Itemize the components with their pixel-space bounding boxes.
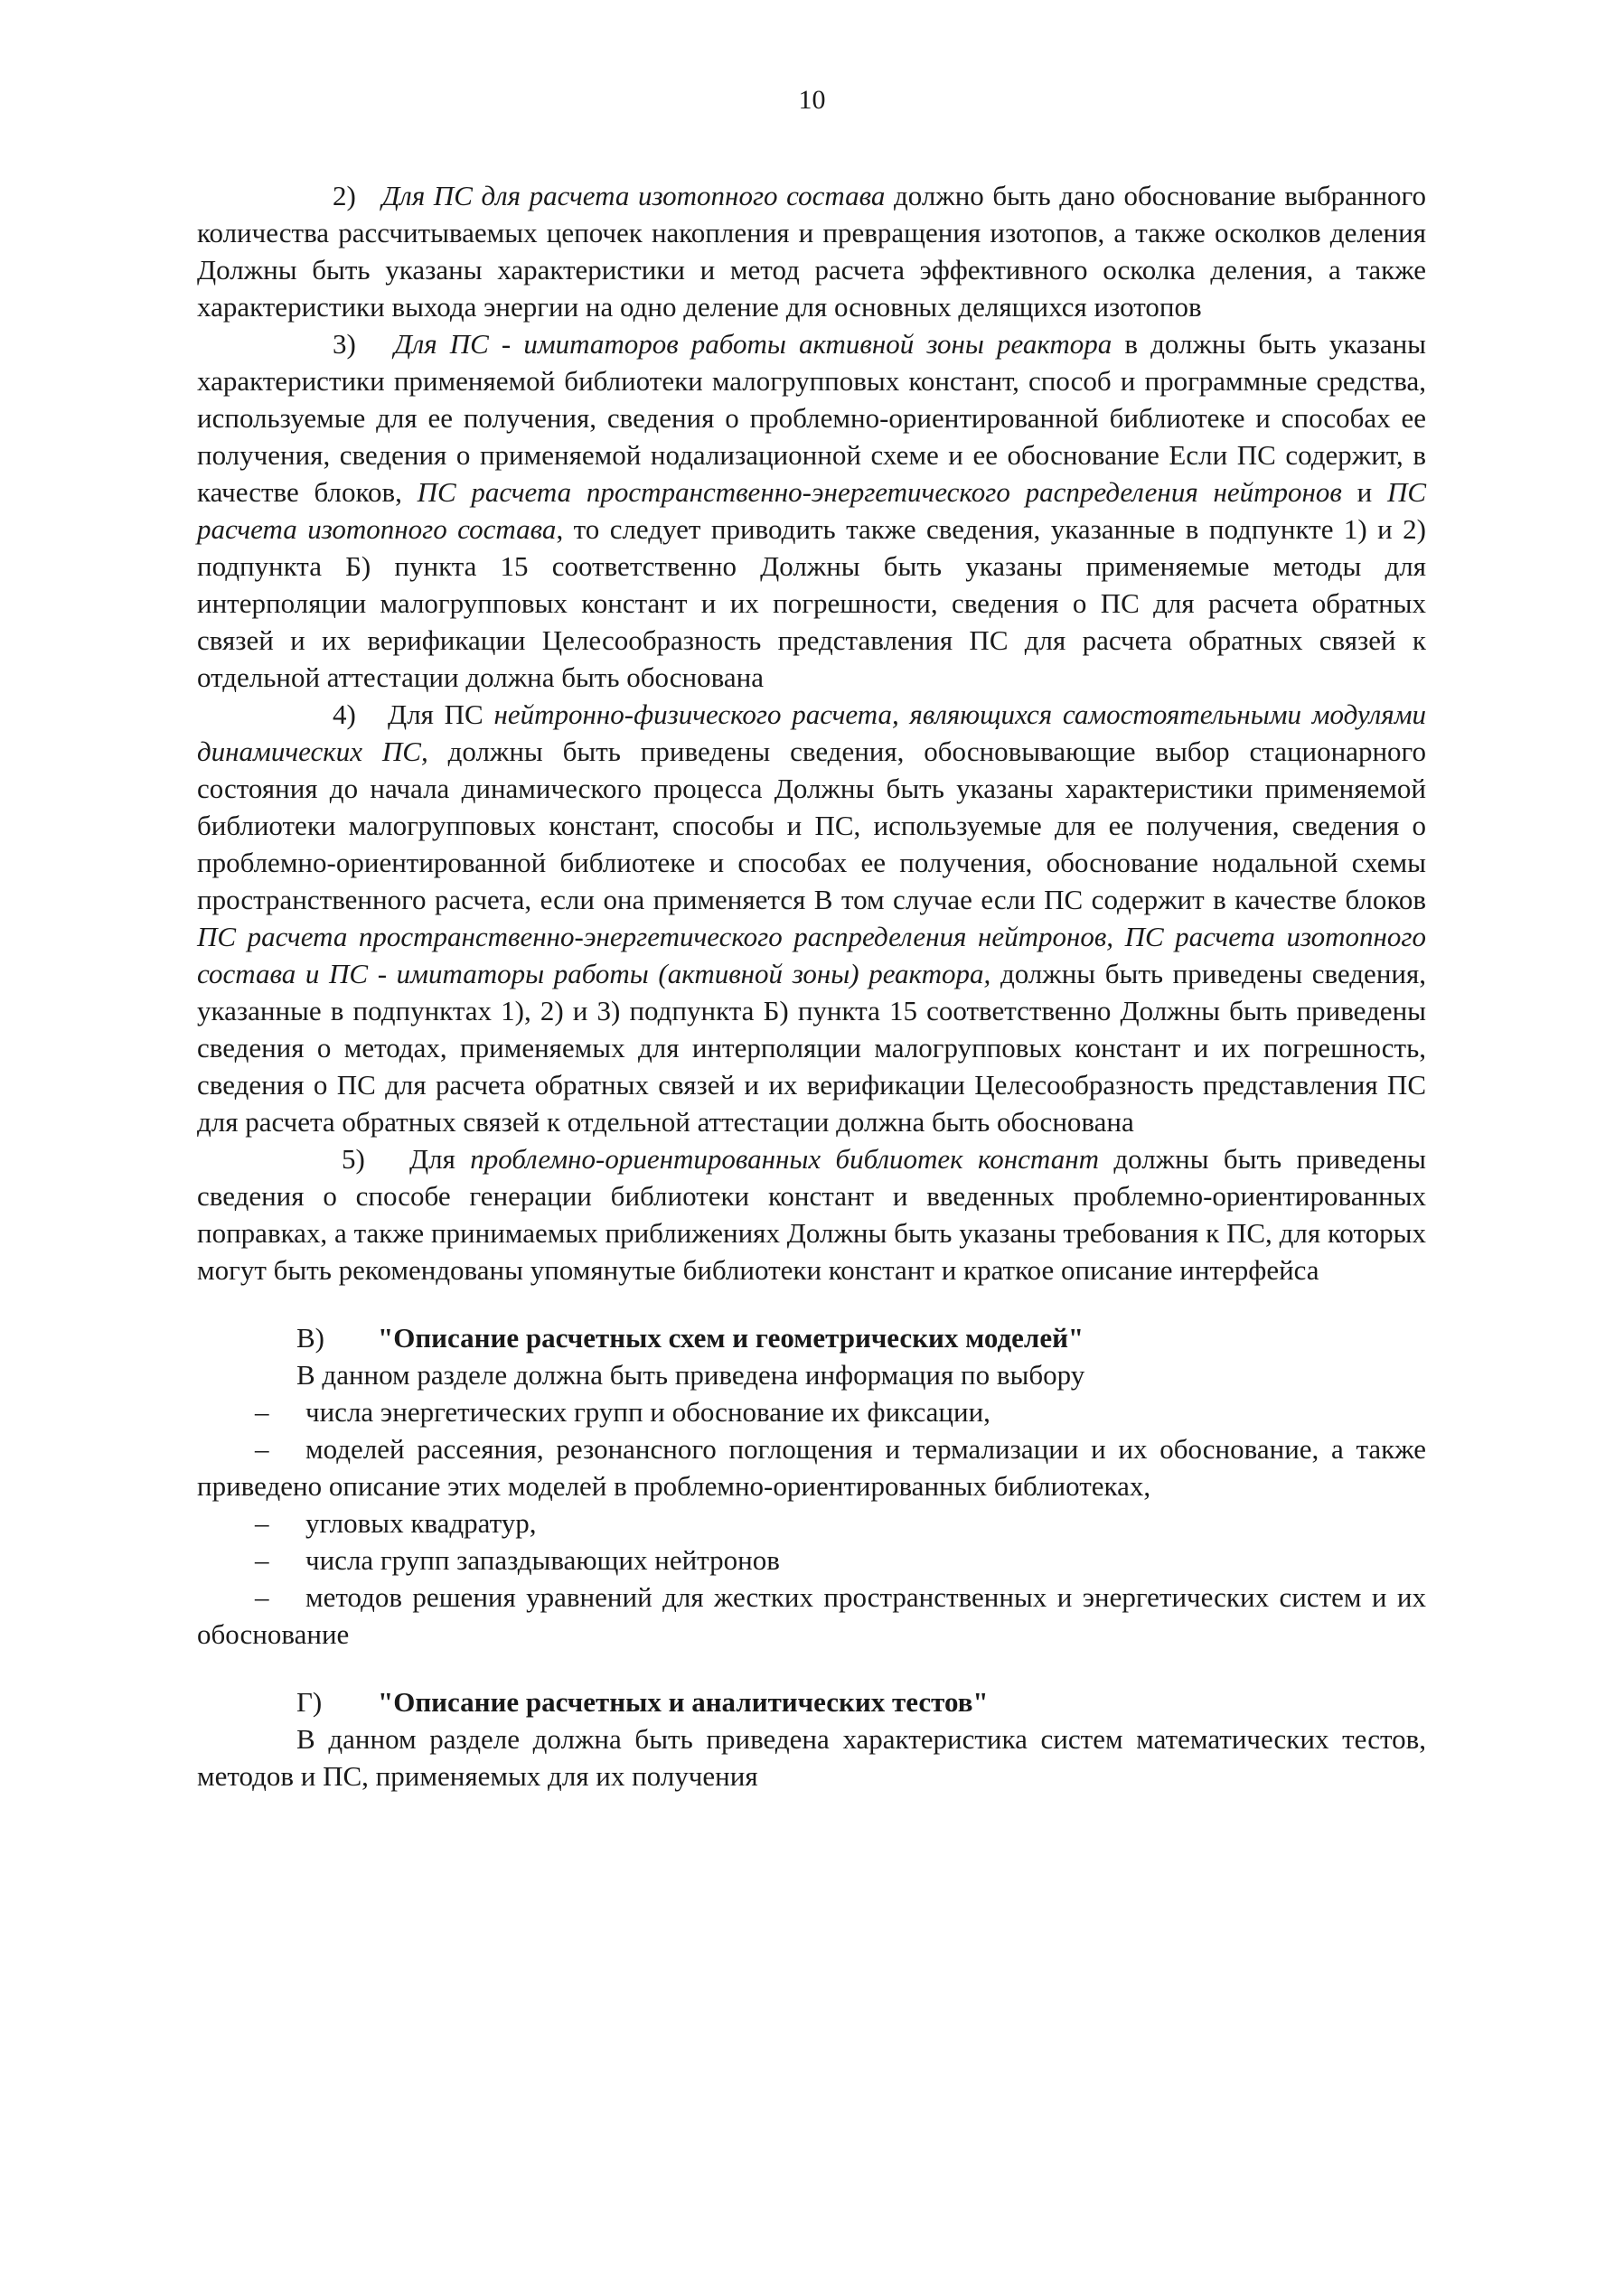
paragraph-text: Для ПС <box>388 698 483 730</box>
paragraph-3 <box>197 325 1426 696</box>
section-title: "Описание расчетных схем и геометрических моделей" <box>378 1322 1084 1354</box>
dash-marker: – <box>255 1396 269 1428</box>
list-item <box>197 1542 1426 1579</box>
list-item <box>197 1393 1426 1430</box>
item-number: 3) <box>333 328 356 360</box>
italic-phrase: ПС расчета пространственно-энергетического распределения нейтронов, ПС расчета изотопного состава и ПС - имитаторы работы (активной зоны) реактора, <box>197 921 1426 989</box>
paragraph-text: и <box>1356 476 1373 508</box>
section-letter: Г) <box>296 1686 323 1718</box>
list-item-text: числа групп запаздывающих нейтронов <box>305 1544 780 1576</box>
document-body <box>197 177 1426 1795</box>
list-item-text: угловых квадратур, <box>305 1507 537 1539</box>
section-g-text: В данном разделе должна быть приведена характеристика систем математических тестов, методов и ПС, применяемых для их получения <box>197 1723 1426 1792</box>
italic-phrase: нейтронно-физического расчета, являющихся самостоятельными модулями динамических ПС, <box>197 698 1427 767</box>
dash-marker: – <box>255 1433 269 1465</box>
paragraph-4 <box>197 696 1426 1140</box>
paragraph-text: должны быть приведены сведения, обосновывающие выбор стационарного состояния до начала динамического процесса Должны быть указаны характеристики применяемой библиотеки малогрупповых констант, способы и ПС, используемые для ее получения, сведения о проблемно-ориентированной библиотеке и способах ее получения, обоснование нодальной схемы пространственного расчета, если она применяется В том случае если ПС содержит в качестве блоков <box>197 736 1427 915</box>
paragraph-text: должно быть дано обоснование выбранного количества рассчитываемых цепочек накопления и превращения изотопов, а также осколков деления Должны быть указаны характеристики и метод расчета эффективного осколка деления, а также характеристики выхода энергии на одно деление для основных делящихся изотопов <box>197 180 1426 323</box>
italic-phrase: Для ПС для расчета изотопного состава <box>381 180 886 211</box>
item-number: 2) <box>333 180 356 211</box>
page-number: 10 <box>798 85 826 115</box>
list-item-text: числа энергетических групп и обоснование их фиксации, <box>305 1396 990 1428</box>
dash-marker: – <box>255 1507 269 1539</box>
section-v-heading <box>197 1319 1426 1356</box>
paragraph-text: должны быть приведены сведения о способе генерации библиотеки констант и введенных проблемно-ориентированных поправках, а также принимаемых приближениях Должны быть указаны требования к ПС, для которых могут быть рекомендованы упомянутые библиотеки констант и краткое описание интерфейса <box>197 1143 1426 1286</box>
section-g-heading <box>197 1683 1426 1720</box>
section-letter: В) <box>296 1322 324 1354</box>
list-item-text: моделей рассеяния, резонансного поглощения и термализации и их обоснование, а также приведено описание этих моделей в проблемно-ориентированных библиотеках, <box>197 1433 1426 1502</box>
section-title: "Описание расчетных и аналитических тестов" <box>378 1686 989 1718</box>
dash-marker: – <box>255 1544 269 1576</box>
section-v-lead: В данном разделе должна быть приведена информация по выбору <box>296 1359 1085 1391</box>
paragraph-5 <box>197 1140 1426 1289</box>
paragraph-text: в должны быть указаны характеристики применяемой библиотеки малогрупповых констант, способ и программные средства, используемые для ее получения, сведения о проблемно-ориентированной библиотеке и способах ее получения, сведения о применяемой нодализационной схеме и ее обоснование Если ПС содержит, в качестве блоков, <box>197 328 1426 508</box>
paragraph-text: должны быть приведены сведения, указанные в подпунктах 1), 2) и 3) подпункта Б) пункта 15 соответственно Должны быть приведены сведения о методах, применяемых для интерполяции малогрупповых констант и их погрешность, сведения о ПС для расчета обратных связей и их верификации Целесообразность представления ПС для расчета обратных связей к отдельной аттестации должна быть обоснована <box>197 958 1427 1138</box>
italic-phrase: проблемно-ориентированных библиотек констант <box>470 1143 1099 1175</box>
paragraph-text: Для <box>408 1143 455 1175</box>
list-item <box>197 1579 1426 1653</box>
italic-phrase: Для ПС - имитаторов работы активной зоны реактора <box>394 328 1112 360</box>
italic-phrase: ПС расчета изотопного состава <box>197 476 1427 545</box>
item-number: 5) <box>342 1143 365 1175</box>
list-item-text: методов решения уравнений для жестких пространственных и энергетических систем и их обоснование <box>197 1581 1426 1650</box>
paragraph-text: , то следует приводить также сведения, указанные в подпункте 1) и 2) подпункта Б) пункта 15 соответственно Должны быть указаны применяемые методы для интерполяции малогрупповых констант и их погрешности, сведения о ПС для расчета обратных связей и их верификации Целесообразность представления ПС для расчета обратных связей к отдельной аттестации должна быть обоснована <box>197 513 1427 693</box>
item-number: 4) <box>333 698 356 730</box>
list-item <box>197 1430 1426 1504</box>
paragraph-2 <box>197 177 1426 325</box>
dash-marker: – <box>255 1581 269 1613</box>
list-item <box>197 1504 1426 1542</box>
italic-phrase: ПС расчета пространственно-энергетического распределения нейтронов <box>417 476 1342 508</box>
